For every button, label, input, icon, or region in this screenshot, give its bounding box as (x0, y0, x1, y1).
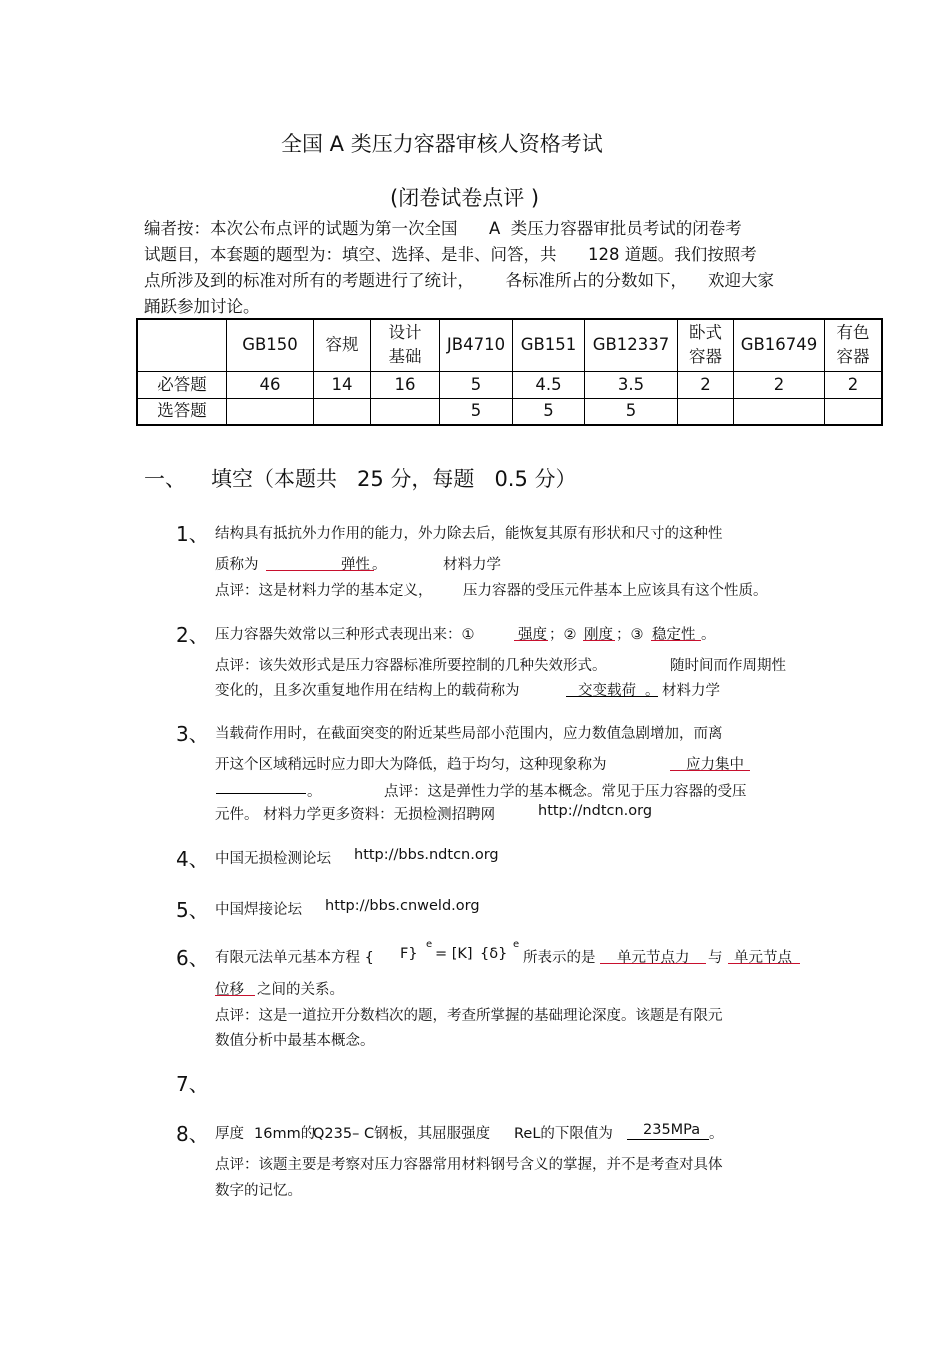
intro-line: 踊跃参加讨论。 (144, 297, 260, 316)
superscript: e (513, 939, 520, 950)
question-text: 16mm的 (254, 1126, 316, 1142)
answer-underline (600, 963, 706, 964)
question-text: 中国无损检测论坛 (215, 851, 331, 867)
page-title: 全国 A 类压力容器审核人资格考试 (281, 132, 603, 156)
link-text[interactable]: http://bbs.cnweld.org (325, 898, 480, 914)
question-text: {δ} (480, 946, 508, 962)
question-number: 8、 (176, 1122, 209, 1146)
table-cell (734, 398, 825, 425)
answer-text: 稳定性 (652, 627, 696, 643)
comment-text: 元件。 材料力学更多资料：无损检测招聘网 (215, 807, 496, 823)
table-cell: 5 (513, 398, 585, 425)
intro-line: 试题目，本套题的题型为：填空、选择、是非、问答，共 128 道题。我们按照考 (144, 245, 757, 264)
answer-underline (583, 640, 615, 641)
link-text[interactable]: http://ndtcn.org (538, 803, 653, 819)
comment-text: 压力容器的受压元件基本上应该具有这个性质。 (463, 583, 768, 599)
question-text: 与 (708, 950, 723, 966)
table-cell: 选答题 (137, 398, 227, 425)
table-cell (678, 398, 734, 425)
table-header-cell: 有色 容器 (825, 319, 883, 371)
page-subtitle: (闭卷试卷点评 ) (390, 186, 540, 210)
comment-text: 点评：该失效形式是压力容器标准所要控制的几种失效形式。 (215, 658, 607, 674)
question-number: 1、 (176, 522, 209, 546)
table-cell: 4.5 (513, 371, 585, 398)
link-text[interactable]: http://bbs.ndtcn.org (354, 847, 499, 863)
table-cell: 必答题 (137, 371, 227, 398)
table-row (137, 398, 882, 425)
comment-text: 点评：这是一道拉开分数档次的题，考查所掌握的基础理论深度。该题是有限元 (215, 1008, 723, 1024)
table-header-cell: 容规 (314, 319, 371, 371)
comment-text: 点评：这是材料力学的基本定义， (215, 583, 433, 599)
question-number: 2、 (176, 623, 209, 647)
answer-text: 强度 (518, 627, 547, 643)
answer-text: 位移 (215, 982, 244, 998)
question-text: 。 (709, 1126, 724, 1142)
answer-underline (728, 963, 800, 964)
table-cell: 46 (227, 371, 314, 398)
question-text: 压力容器失效常以三种形式表现出来：① (215, 627, 475, 643)
superscript: e (426, 939, 433, 950)
answer-underline (651, 640, 701, 641)
section-title: 填空（本题共 25 分，每题 0.5 分） (211, 467, 577, 491)
question-text: F} (400, 946, 418, 962)
answer-underline (216, 793, 306, 794)
table-cell: 16 (371, 371, 440, 398)
question-text: ；② (549, 627, 577, 643)
answer-underline (670, 770, 750, 771)
answer-text: 单元节点 (734, 950, 792, 966)
comment-text: 点评：这是弹性力学的基本概念。常见于压力容器的受压 (384, 784, 747, 800)
table-header-cell: 设计 基础 (371, 319, 440, 371)
comment-text: 变化的，且多次重复地作用在结构上的载荷称为 (215, 683, 520, 699)
table-cell: 5 (440, 398, 513, 425)
table-header-cell: 卧式 容器 (678, 319, 734, 371)
table-cell: 5 (585, 398, 678, 425)
question-text: = [K] (435, 946, 473, 962)
question-text: 厚度 (215, 1126, 244, 1142)
answer-text: 单元节点力 (617, 950, 690, 966)
answer-text: 235MPa (643, 1122, 701, 1138)
question-text: 开这个区域稍远时应力即大为降低，趋于均匀，这种现象称为 (215, 757, 607, 773)
question-number: 6、 (176, 946, 209, 970)
question-text: ；③ (616, 627, 644, 643)
intro-line: 点所涉及到的标准对所有的考题进行了统计， 各标准所占的分数如下， 欢迎大家 (144, 271, 774, 290)
answer-underline (266, 570, 374, 571)
table-cell: 2 (825, 371, 883, 398)
table-cell: 2 (734, 371, 825, 398)
comment-text: 点评：该题主要是考察对压力容器常用材料钢号含义的掌握，并不是考查对具体 (215, 1157, 723, 1173)
table-cell: 14 (314, 371, 371, 398)
question-number: 5、 (176, 898, 209, 922)
table-header-cell (137, 319, 227, 371)
question-text: 中国焊接论坛 (215, 902, 302, 918)
table-cell (227, 398, 314, 425)
intro-line: 编者按：本次公布点评的试题为第一次全国 A 类压力容器审批员考试的闭卷考 (144, 219, 742, 238)
question-text: 所表示的是 (523, 950, 596, 966)
answer-text: 交变载荷 (578, 683, 636, 699)
editor-note (144, 216, 814, 320)
question-text: 质称为 (215, 557, 259, 573)
answer-text: 刚度 (584, 627, 613, 643)
score-table (136, 318, 883, 426)
answer-text: 弹性 (341, 557, 370, 573)
question-number: 3、 (176, 722, 209, 746)
question-text: Q235– C钢板，其屈服强度 (313, 1126, 491, 1142)
table-header-cell: GB16749 (734, 319, 825, 371)
table-cell: 2 (678, 371, 734, 398)
table-cell (371, 398, 440, 425)
answer-underline (627, 1139, 709, 1140)
question-text: 。 (701, 627, 716, 643)
question-text: 有限元法单元基本方程 { (215, 950, 374, 966)
table-cell (314, 398, 371, 425)
answer-underline (215, 995, 255, 996)
question-text: 。 (372, 557, 387, 573)
answer-text: 应力集中 (686, 757, 744, 773)
question-text: 当载荷作用时，在截面突变的附近某些局部小范围内，应力数值急剧增加，而离 (215, 726, 723, 742)
question-text: 。 (307, 784, 322, 800)
table-header-cell: JB4710 (440, 319, 513, 371)
comment-text: 数值分析中最基本概念。 (215, 1033, 375, 1049)
question-number: 7、 (176, 1072, 209, 1096)
question-text: 结构具有抵抗外力作用的能力，外力除去后，能恢复其原有形状和尺寸的这种性 (215, 526, 723, 542)
table-header-cell: GB12337 (585, 319, 678, 371)
section-number: 一、 (144, 467, 186, 491)
comment-text: 随时间而作周期性 (670, 658, 786, 674)
question-number: 4、 (176, 847, 209, 871)
comment-text: 数字的记忆。 (215, 1183, 302, 1199)
question-text: 之间的关系。 (257, 982, 344, 998)
question-text: 。 (645, 683, 660, 699)
table-row (137, 371, 882, 398)
subject-tag: 材料力学 (443, 557, 501, 573)
question-text: ReL的下限值为 (514, 1126, 613, 1142)
answer-underline (514, 640, 548, 641)
table-header-cell: GB151 (513, 319, 585, 371)
table-cell: 3.5 (585, 371, 678, 398)
table-cell (825, 398, 883, 425)
subject-tag: 材料力学 (662, 683, 720, 699)
table-cell: 5 (440, 371, 513, 398)
table-header-cell: GB150 (227, 319, 314, 371)
